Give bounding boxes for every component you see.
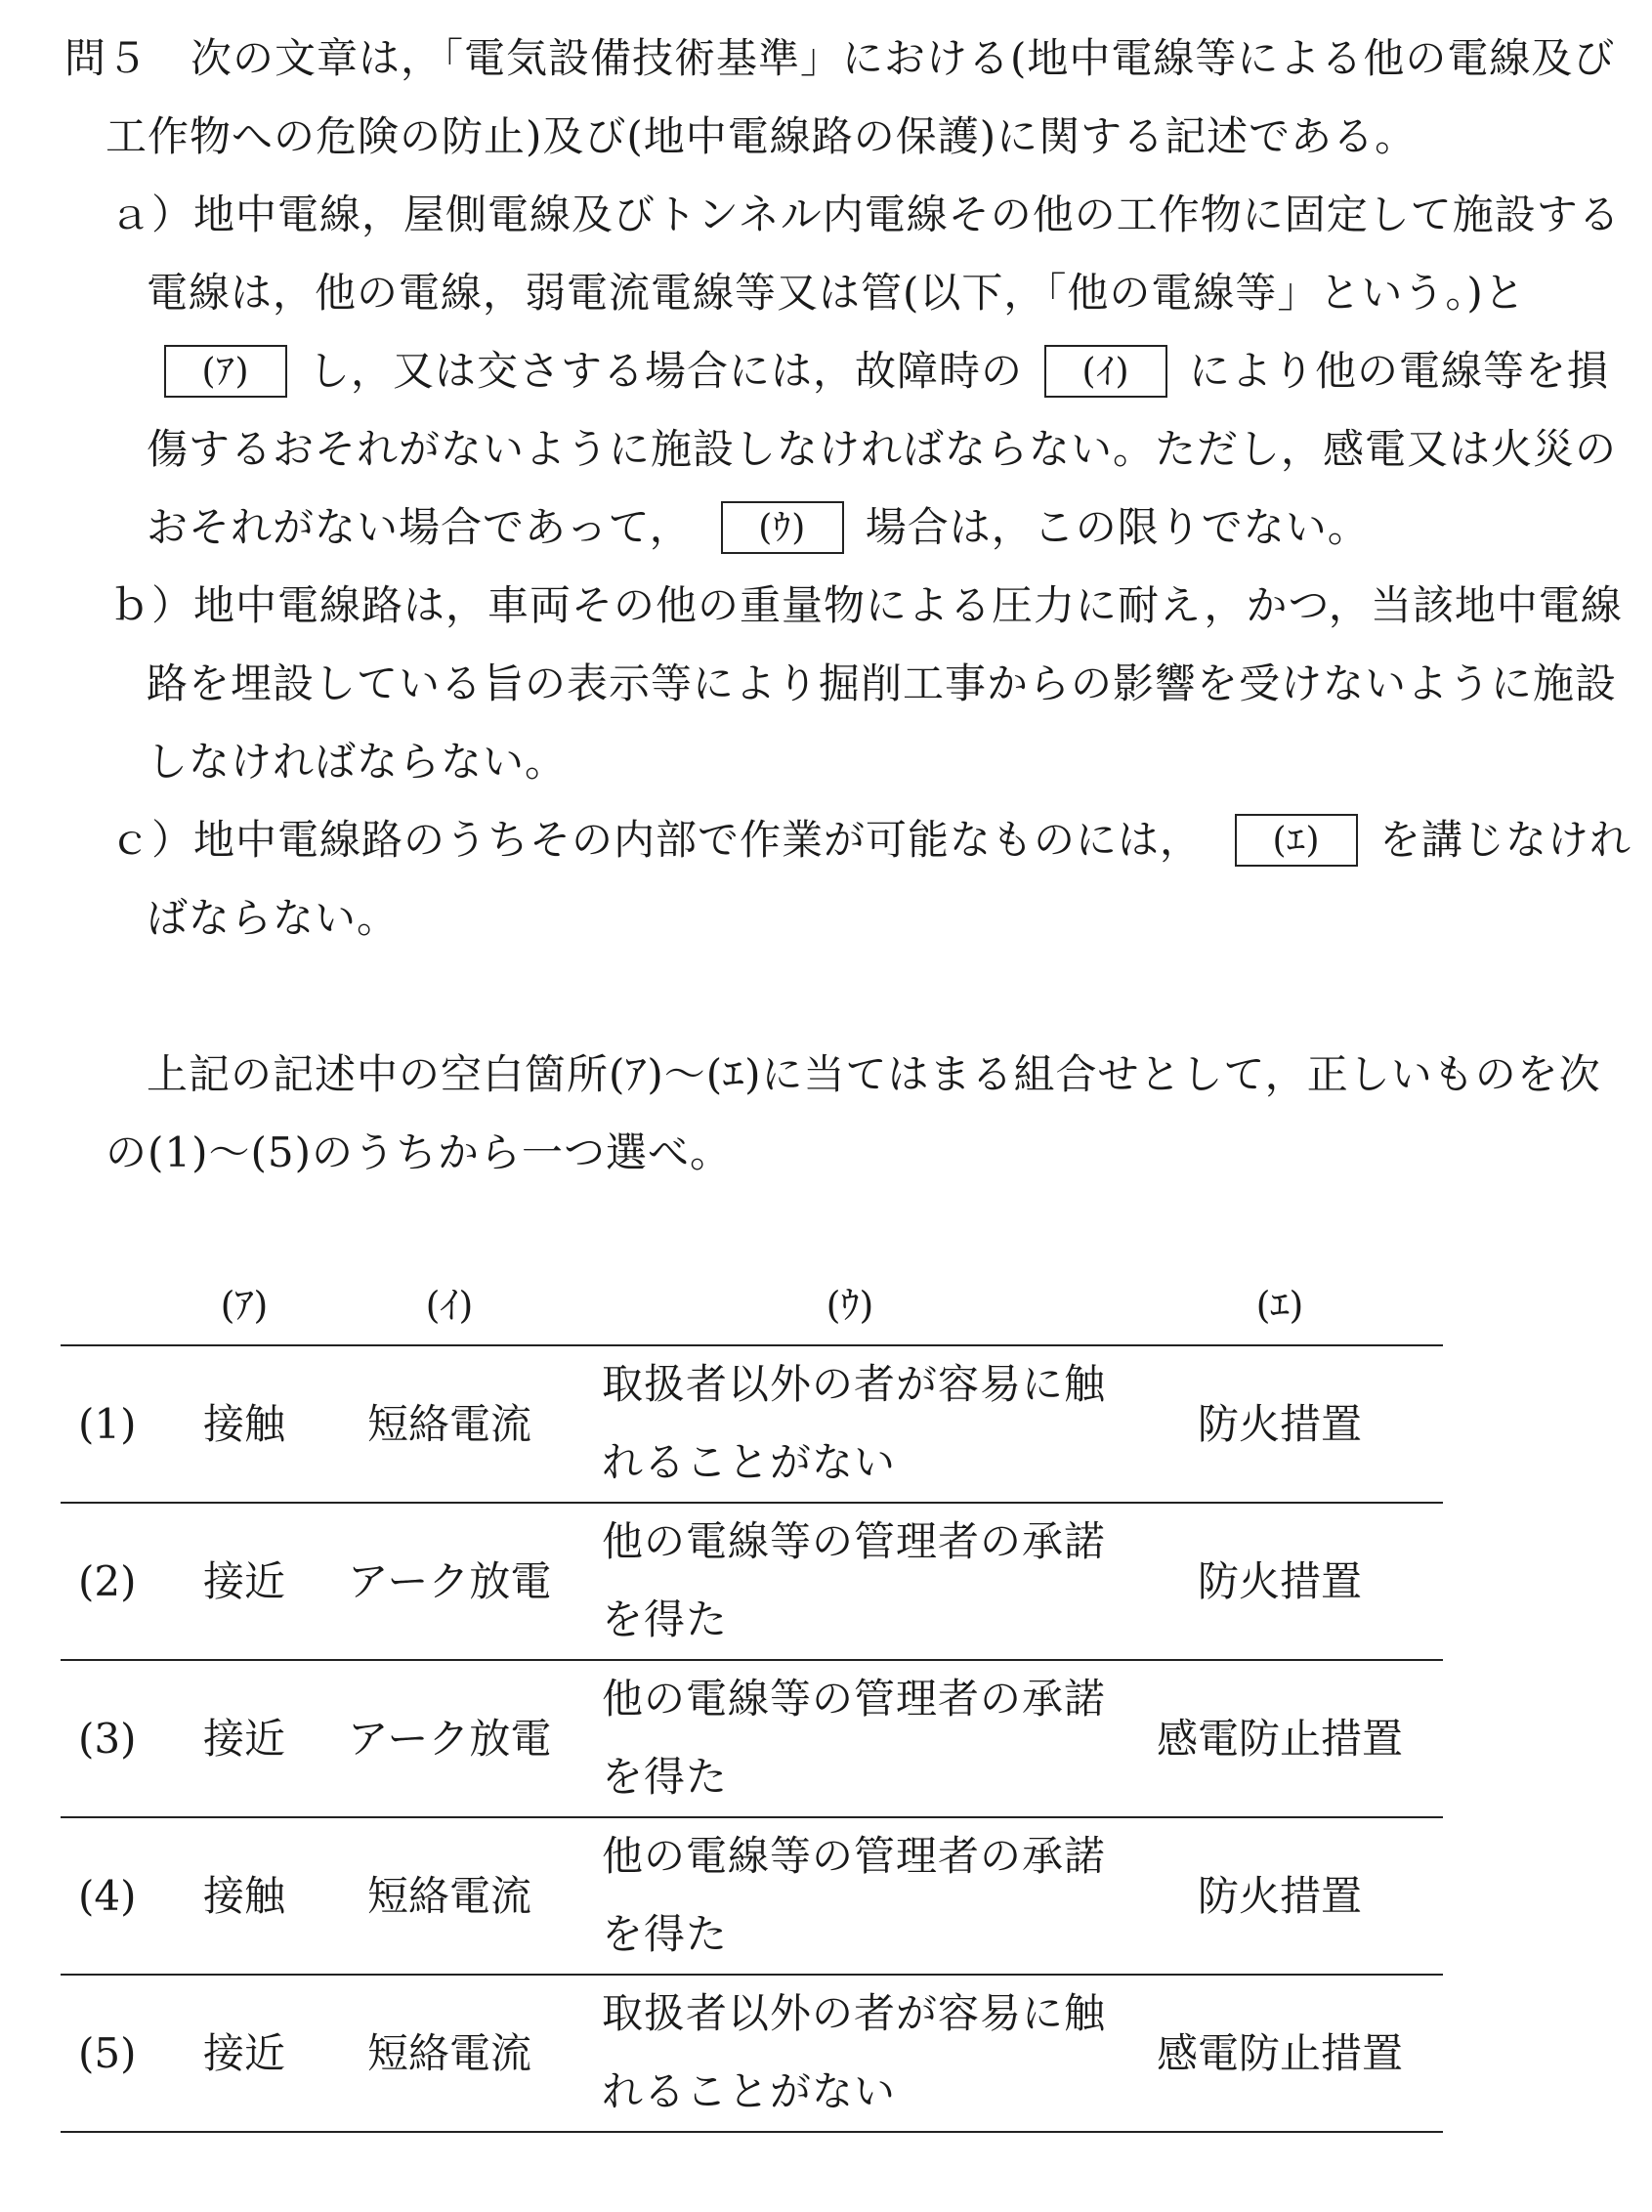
cell-u-line-2: を得た xyxy=(602,1595,729,1643)
cell-u-line-1: 他の電線等の管理者の承諾 xyxy=(602,1832,1107,1880)
cell-a: 接触 xyxy=(202,1872,285,1920)
cell-u-line-1: 他の電線等の管理者の承諾 xyxy=(602,1675,1107,1723)
cell-a: 接近 xyxy=(202,1715,285,1763)
blank-i: (ｲ) xyxy=(1044,345,1167,398)
item-a-line-5-text-1: おそれがない場合であって， xyxy=(147,503,692,551)
cell-i: 短絡電流 xyxy=(366,2029,531,2077)
cell-u-line-1: 取扱者以外の者が容易に触 xyxy=(602,1360,1107,1408)
cell-u-line-2: を得た xyxy=(602,1910,729,1958)
row-number: (4) xyxy=(78,1872,137,1920)
cell-i: アーク放電 xyxy=(347,1715,552,1763)
header-e: (ｴ) xyxy=(1255,1284,1304,1327)
row-number: (5) xyxy=(78,2029,137,2077)
item-a-line-5 xyxy=(147,500,1370,557)
row-number: (2) xyxy=(78,1557,137,1605)
cell-i: アーク放電 xyxy=(347,1557,552,1605)
cell-u-line-1: 取扱者以外の者が容易に触 xyxy=(602,1989,1107,2037)
cell-a: 接触 xyxy=(202,1400,285,1448)
question-line-1: 問５ 次の文章は，「電気設備技術基準」における(地中電線等による他の電線及び xyxy=(64,34,1616,82)
header-a: (ｱ) xyxy=(220,1284,269,1327)
item-a-line-4: 傷するおそれがないように施設しなければならない。ただし，感電又は火災の xyxy=(147,425,1618,473)
item-a-line-3-text-2: により他の電線等を損 xyxy=(1189,347,1610,395)
blank-u: (ｳ) xyxy=(721,501,844,554)
item-a-line-3-text-1: し，又は交さする場合には，故障時の xyxy=(309,347,1024,395)
item-c-line-2: ばならない。 xyxy=(147,894,400,942)
cell-a: 接近 xyxy=(202,2029,285,2077)
blank-a: (ｱ) xyxy=(164,345,287,398)
header-i: (ｲ) xyxy=(425,1284,474,1327)
question-line-2: 工作物への危険の防止)及び(地中電線路の保護)に関する記述である。 xyxy=(106,112,1418,160)
item-a-line-1: ａ）地中電線，屋側電線及びトンネル内電線その他の工作物に固定して施設する xyxy=(109,191,1621,238)
item-b-line-3: しなければならない。 xyxy=(147,738,568,786)
item-a-line-2: 電線は，他の電線，弱電流電線等又は管(以下，「他の電線等」という。)と xyxy=(147,269,1526,317)
item-c-line-1-text-1: ｃ）地中電線路のうちその内部で作業が可能なものには， xyxy=(109,816,1203,864)
cell-e: 防火措置 xyxy=(1197,1557,1362,1605)
item-c-line-1 xyxy=(109,813,1631,870)
cell-e: 感電防止措置 xyxy=(1156,1715,1403,1763)
instruction-line-1: 上記の記述中の空白箇所(ｱ)～(ｴ)に当てはまる組合せとして，正しいものを次 xyxy=(147,1050,1601,1098)
item-a-line-3 xyxy=(147,344,1609,401)
cell-a: 接近 xyxy=(202,1557,285,1605)
cell-i: 短絡電流 xyxy=(366,1872,531,1920)
cell-u-line-2: を得た xyxy=(602,1753,729,1801)
cell-i: 短絡電流 xyxy=(366,1400,531,1448)
item-a-line-5-text-2: 場合は，この限りでない。 xyxy=(865,503,1370,551)
instruction-line-2: の(1)～(5)のうちから一つ選べ。 xyxy=(106,1128,732,1176)
item-c-line-1-text-2: を講じなけれ xyxy=(1379,816,1632,864)
item-b-line-2: 路を埋設している旨の表示等により掘削工事からの影響を受けないように施設 xyxy=(147,659,1618,707)
row-number: (1) xyxy=(78,1400,137,1448)
item-b-line-1: ｂ）地中電線路は，車両その他の重量物による圧力に耐え，かつ，当該地中電線 xyxy=(109,581,1623,629)
row-number: (3) xyxy=(78,1715,137,1763)
header-u: (ｳ) xyxy=(826,1284,874,1327)
cell-u-line-2: れることがない xyxy=(602,1438,897,1486)
blank-e: (ｴ) xyxy=(1235,814,1358,867)
cell-e: 防火措置 xyxy=(1197,1400,1362,1448)
cell-e: 感電防止措置 xyxy=(1156,2029,1403,2077)
cell-e: 防火措置 xyxy=(1197,1872,1362,1920)
cell-u-line-2: れることがない xyxy=(602,2067,897,2115)
cell-u-line-1: 他の電線等の管理者の承諾 xyxy=(602,1517,1107,1565)
